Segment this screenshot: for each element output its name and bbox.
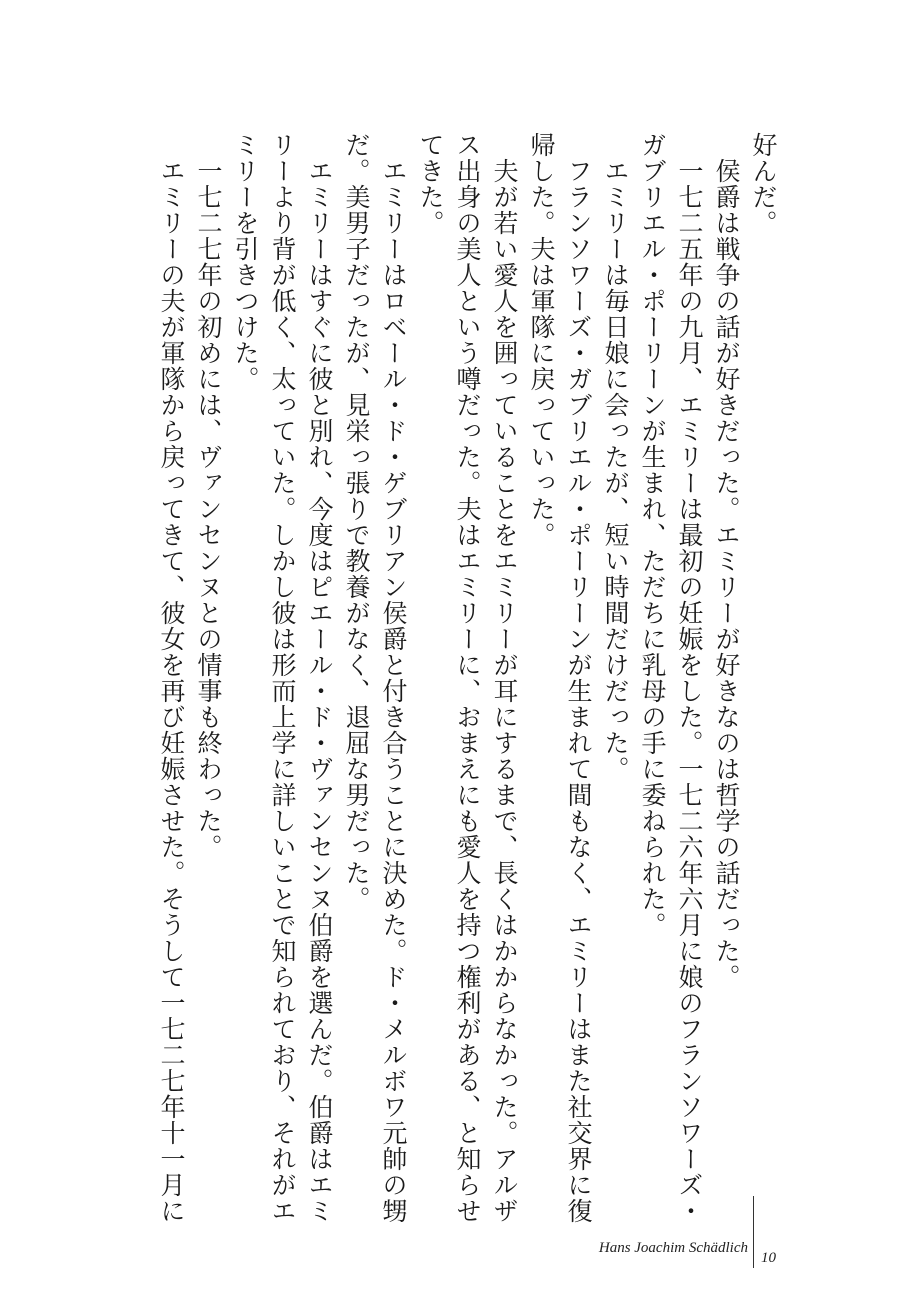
text-line: 一七二七年の初めには、ヴァンセンヌとの情事も終わった。 — [194, 132, 223, 860]
running-footer-author: Hans Joachim Schädlich — [598, 1240, 748, 1256]
text-line: エミリーは毎日娘に会ったが、短い時間だけだった。 — [601, 132, 630, 782]
body-text — [153, 132, 782, 1224]
text-line: 好んだ。 — [749, 132, 778, 236]
text-line: エミリーはすぐに彼と別れ、今度はピエール・ド・ヴァンセンヌ伯爵を選んだ。伯爵はエミ — [305, 132, 334, 1224]
text-line: エミリーの夫が軍隊から戻ってきて、彼女を再び妊娠させた。そうして一七二七年十一月に — [157, 132, 186, 1224]
text-line: フランソワーズ・ガブリエル・ポーリーンが生まれて間もなく、エミリーはまた社交界に復 — [564, 132, 593, 1224]
text-line: エミリーはロベール・ド・ゲブリアン侯爵と付き合うことに決めた。ド・メルボワ元帥の甥 — [379, 132, 408, 1224]
text-line: 侯爵は戦争の話が好きだった。エミリーが好きなのは哲学の話だった。 — [712, 132, 741, 990]
text-line: リーより背が低く、太っていた。しかし彼は形而上学に詳しいことで知られており、それがエ — [268, 132, 297, 1224]
text-line: 夫が若い愛人を囲っていることをエミリーが耳にするまで、長くはかからなかった。アルザ — [490, 132, 519, 1224]
text-line: 帰した。夫は軍隊に戻っていった。 — [527, 132, 556, 548]
text-line: ガブリエル・ポーリーンが生まれ、ただちに乳母の手に委ねられた。 — [638, 132, 667, 938]
text-line: てきた。 — [416, 132, 445, 236]
page-number: 10 — [761, 1250, 776, 1266]
text-line: だ。美男子だったが、見栄っ張りで教養がなく、退屈な男だった。 — [342, 132, 371, 912]
text-line: ミリーを引きつけた。 — [231, 132, 260, 392]
text-line: 一七二五年の九月、エミリーは最初の妊娠をした。一七二六年六月に娘のフランソワーズ・ — [675, 132, 704, 1224]
text-line: ス出身の美人という噂だった。夫はエミリーに、おまえにも愛人を持つ権利がある、と知らせ — [453, 132, 482, 1224]
footer-divider — [753, 1196, 754, 1268]
